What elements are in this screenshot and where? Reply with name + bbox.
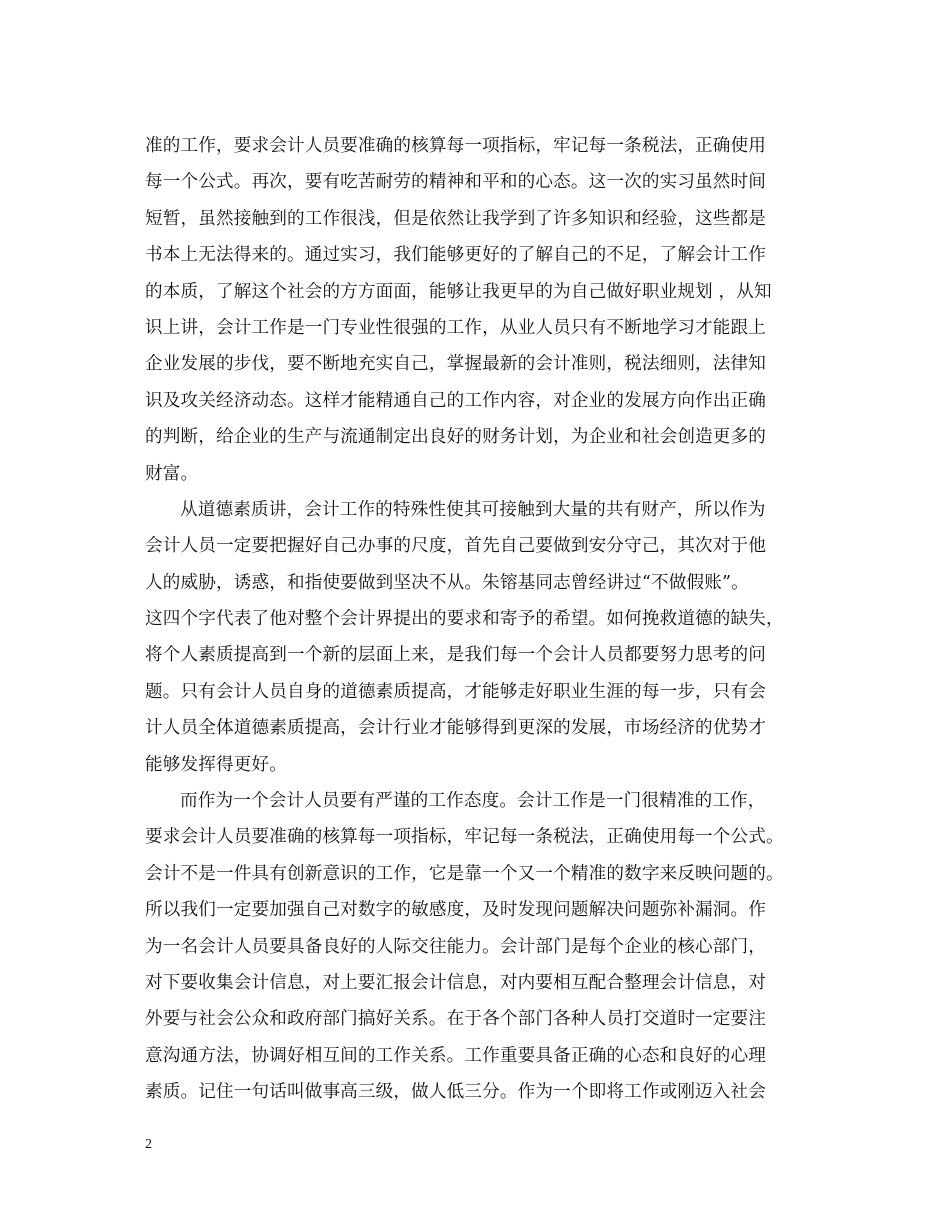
- text-line: 题。只有会计人员自身的道德素质提高，才能够走好职业生涯的每一步，只有会: [145, 681, 767, 702]
- text-line: 人的威胁，诱惑，和指使要做到坚决不从。朱镕基同志曾经讲过“不做假账”。: [145, 572, 749, 593]
- text-line: 所以我们一定要加强自己对数字的敏感度，及时发现问题解决问题弥补漏洞。作: [145, 900, 767, 921]
- text-line: 的判断，给企业的生产与流通制定出良好的财务计划，为企业和社会创造更多的: [145, 427, 767, 448]
- paragraph: [145, 783, 805, 1111]
- text-line: 为一名会计人员要具备良好的人际交往能力。会计部门是每个企业的核心部门，: [145, 936, 767, 957]
- text-line: 短暂，虽然接触到的工作很浅，但是依然让我学到了许多知识和经验，这些都是: [145, 208, 767, 229]
- text-line: 素质。记住一句话叫做事高三级，做人低三分。作为一个即将工作或刚迈入社会: [145, 1082, 767, 1103]
- text-line: 书本上无法得来的。通过实习，我们能够更好的了解自己的不足，了解会计工作: [145, 245, 767, 266]
- text-line: 对下要收集会计信息，对上要汇报会计信息，对内要相互配合整理会计信息，对: [145, 972, 767, 993]
- text-line: 企业发展的步伐，要不断地充实自己，掌握最新的会计准则，税法细则，法律知: [145, 354, 767, 375]
- text-line: 每一个公式。再次，要有吃苦耐劳的精神和平和的心态。这一次的实习虽然时间: [145, 172, 767, 193]
- paragraph: [145, 128, 805, 492]
- text-line: 意沟通方法，协调好相互间的工作关系。工作重要具备正确的心态和良好的心理: [145, 1045, 767, 1066]
- text-line: 会计不是一件具有创新意识的工作，它是靠一个又一个精准的数字来反映问题的。: [145, 863, 784, 884]
- text-line: 能够发挥得更好。: [145, 754, 287, 775]
- text-line: 准的工作，要求会计人员要准确的核算每一项指标，牢记每一条税法，正确使用: [145, 136, 767, 156]
- text-line: 会计人员一定要把握好自己办事的尺度，首先自己要做到安分守己，其次对于他: [145, 536, 767, 557]
- body-text: [145, 128, 805, 1111]
- text-line: 识上讲，会计工作是一门专业性很强的工作，从业人员只有不断地学习才能跟上: [145, 317, 767, 338]
- text-line: 这四个字代表了他对整个会计界提出的要求和寄予的希望。如何挽救道德的缺失，: [145, 609, 784, 630]
- text-line: 的本质，了解这个社会的方方面面，能够让我更早的为自己做好职业规划 ，从知: [145, 281, 772, 302]
- paragraph: [145, 492, 805, 783]
- text-line: 要求会计人员要准确的核算每一项指标，牢记每一条税法，正确使用每一个公式。: [145, 827, 784, 848]
- text-line: 将个人素质提高到一个新的层面上来，是我们每一个会计人员都要努力思考的问: [145, 645, 767, 666]
- text-line: 财富。: [145, 463, 199, 484]
- text-line: 识及攻关经济动态。这样才能精通自己的工作内容，对企业的发展方向作出正确: [145, 390, 767, 411]
- page-number: 2: [145, 1137, 152, 1152]
- text-line: 计人员全体道德素质提高，会计行业才能够得到更深的发展，市场经济的优势才: [145, 718, 767, 739]
- text-line: 而作为一个会计人员要有严谨的工作态度。会计工作是一门很精准的工作，: [180, 791, 766, 812]
- text-line: 从道德素质讲，会计工作的特殊性使其可接触到大量的共有财产，所以作为: [180, 499, 766, 520]
- text-line: 外要与社会公众和政府部门搞好关系。在于各个部门各种人员打交道时一定要注: [145, 1009, 767, 1030]
